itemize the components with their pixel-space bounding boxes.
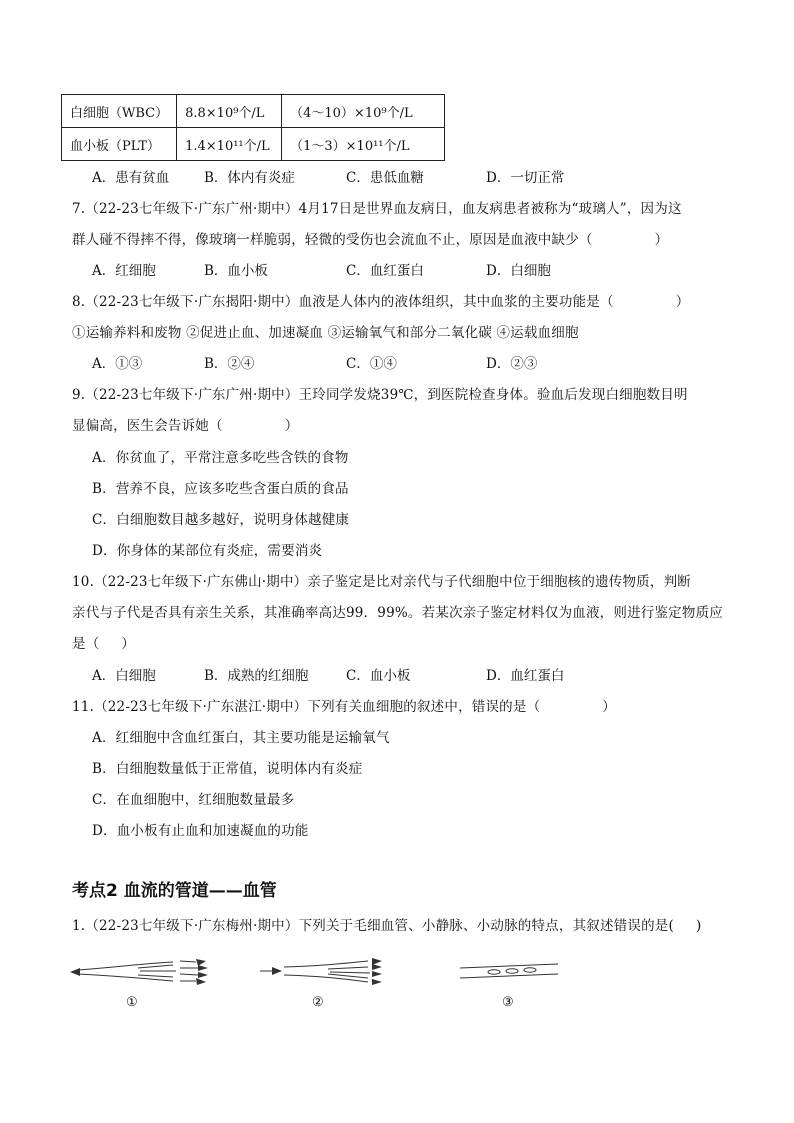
table-cell: （1～3）×10¹¹个/L — [282, 128, 445, 161]
table-row — [62, 128, 445, 161]
statement-list: ①运输养料和废物 ②促进止血、加速凝血 ③运输氧气和部分二氧化碳 ④运载血细胞 — [72, 325, 579, 341]
figure-label: ② — [312, 995, 324, 1010]
question-text: 亲代与子代是否具有亲生关系，其准确率高达99．99%。若某次亲子鉴定材料仅为血液，则进行鉴定物质应 — [72, 605, 723, 621]
question-text: 群人碰不得摔不得，像玻璃一样脆弱，轻微的受伤也会流血不止，原因是血液中缺少（ ） — [72, 232, 669, 248]
option-c[interactable]: C．血小板 — [346, 668, 411, 684]
question-text: 7.（22-23七年级下·广东广州·期中）4月17日是世界血友病日，血友病患者被称为“玻璃人”，因为这 — [72, 201, 682, 217]
question-text: 1.（22-23七年级下·广东梅州·期中）下列关于毛细血管、小静脉、小动脉的特点，其叙述错误的是( ) — [72, 918, 702, 934]
table-cell: 1.4×10¹¹个/L — [177, 128, 282, 161]
vessel-figure-1 — [68, 958, 218, 986]
arrow-icon — [372, 958, 382, 965]
option-a[interactable]: A．患有贫血 — [92, 170, 170, 186]
vessel-figure-2 — [258, 958, 398, 986]
table-cell: 白细胞（WBC） — [62, 95, 177, 128]
table-cell: 血小板（PLT） — [62, 128, 177, 161]
option-d[interactable]: D．白细胞 — [486, 263, 551, 279]
option-b[interactable]: B．白细胞数量低于正常值，说明体内有炎症 — [92, 761, 363, 777]
arrow-icon — [372, 964, 382, 970]
table-row — [62, 95, 445, 128]
question-text: 11.（22-23七年级下·广东湛江·期中）下列有关血细胞的叙述中，错误的是（ ） — [72, 699, 616, 715]
option-c[interactable]: C．血红蛋白 — [346, 263, 424, 279]
option-a[interactable]: A．红细胞 — [92, 263, 156, 279]
option-b[interactable]: B．成熟的红细胞 — [204, 668, 309, 684]
question-text: 10.（22-23七年级下·广东佛山·期中）亲子鉴定是比对亲代与子代细胞中位于细胞核的遗传物质，判断 — [72, 574, 691, 590]
arrow-icon — [372, 979, 382, 985]
question-text: 8.（22-23七年级下·广东揭阳·期中）血液是人体内的液体组织，其中血浆的主要功能是（ ） — [72, 294, 690, 310]
figure-label: ③ — [502, 995, 514, 1010]
option-d[interactable]: D．一切正常 — [486, 170, 565, 186]
question-text: 9.（22-23七年级下·广东广州·期中）王玲同学发烧39℃，到医院检查身体。验血后发现白细胞数目明 — [72, 387, 688, 403]
arrow-icon — [70, 968, 80, 976]
blood-test-table — [61, 94, 445, 161]
option-d[interactable]: D．你身体的某部位有炎症，需要消炎 — [92, 543, 323, 559]
vessel-figure-3 — [454, 958, 564, 986]
arrow-icon — [372, 971, 382, 977]
option-d[interactable]: D．②③ — [486, 356, 538, 372]
option-d[interactable]: D．血红蛋白 — [486, 668, 565, 684]
question-text: 是（ ） — [72, 636, 136, 652]
table-cell: （4～10）×10⁹个/L — [282, 95, 445, 128]
arrow-icon — [196, 959, 206, 966]
table-cell: 8.8×10⁹个/L — [177, 95, 282, 128]
option-a[interactable]: A．①③ — [92, 356, 143, 372]
option-b[interactable]: B．体内有炎症 — [204, 170, 295, 186]
arrow-icon — [198, 972, 208, 978]
option-a[interactable]: A．红细胞中含血红蛋白，其主要功能是运输氧气 — [92, 730, 390, 746]
option-c[interactable]: C．在血细胞中，红细胞数量最多 — [92, 792, 295, 808]
option-b[interactable]: B．营养不良，应该多吃些含蛋白质的食品 — [92, 481, 349, 497]
option-b[interactable]: B．②④ — [204, 356, 255, 372]
option-c[interactable]: C．白细胞数目越多越好，说明身体越健康 — [92, 512, 350, 528]
option-c[interactable]: C．①④ — [346, 356, 397, 372]
question-text: 显偏高，医生会告诉她（ ） — [72, 418, 299, 434]
option-d[interactable]: D．血小板有止血和加速凝血的功能 — [92, 823, 309, 839]
option-c[interactable]: C．患低血糖 — [346, 170, 424, 186]
section-heading: 考点2 血流的管道——血管 — [72, 881, 277, 901]
option-a[interactable]: A．白细胞 — [92, 668, 156, 684]
option-b[interactable]: B．血小板 — [204, 263, 268, 279]
arrow-icon — [198, 965, 208, 971]
arrow-icon — [196, 978, 206, 985]
arrow-icon — [272, 967, 282, 975]
figure-label: ① — [126, 995, 138, 1010]
option-a[interactable]: A．你贫血了，平常注意多吃些含铁的食物 — [92, 450, 349, 466]
